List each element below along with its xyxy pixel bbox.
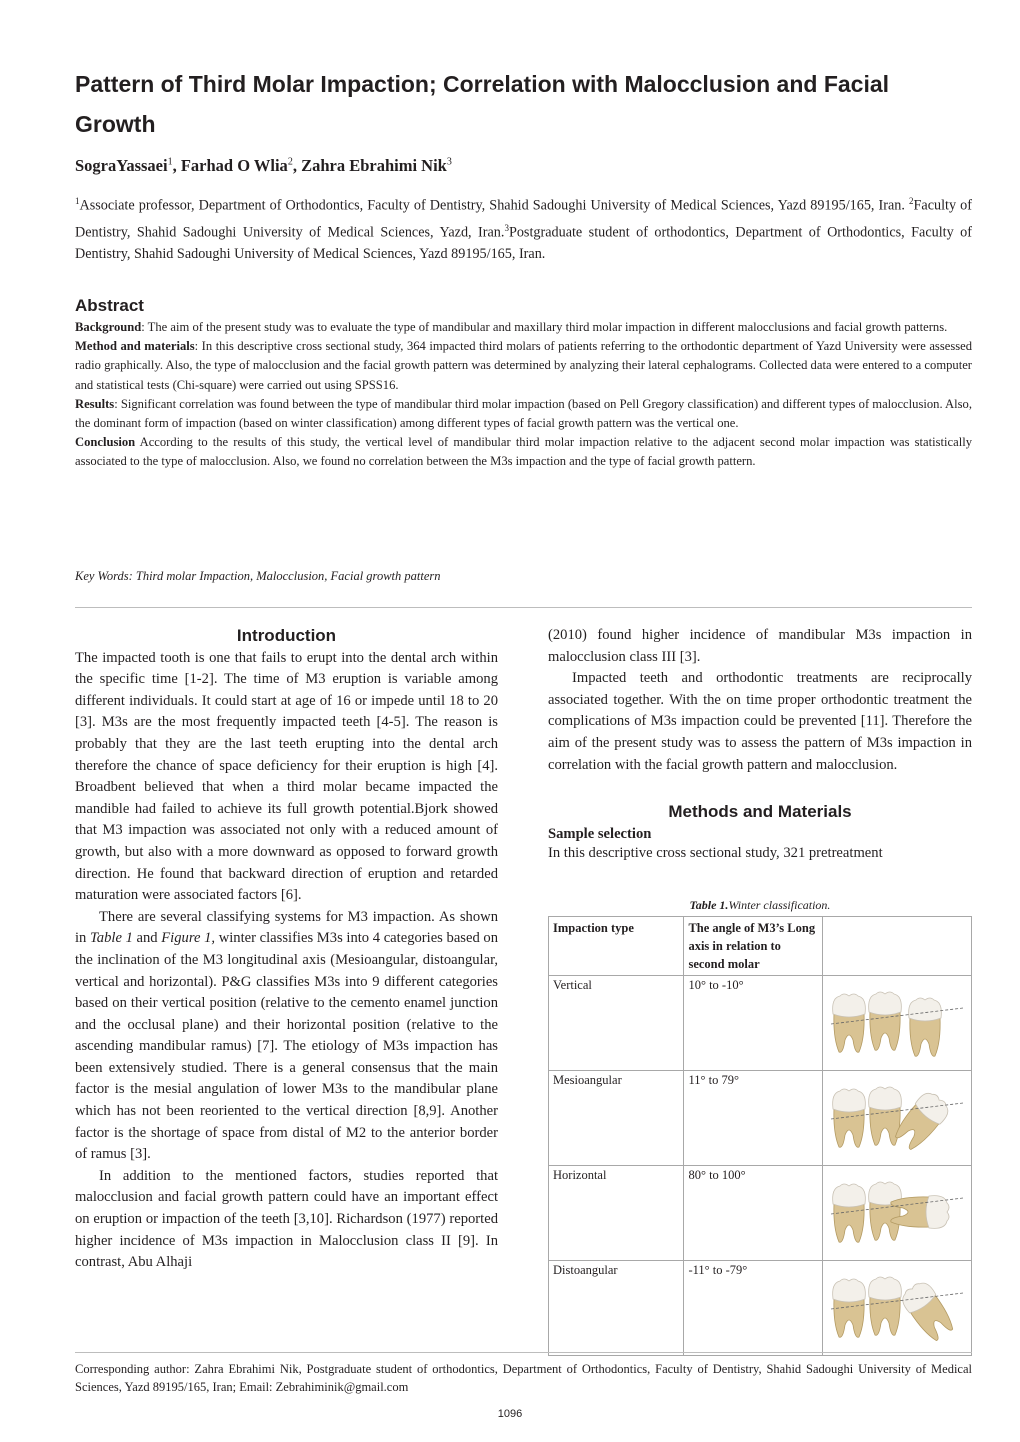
intro-paragraph-3: In addition to the mentioned factors, studies reported that malocclusion and facial growth pattern could have an important effect on eruption or impaction of the teeth [3,10]. Richardson (1977) reported higher incidence of M3s impaction in Malocclusion class II [9]. In contrast, Abu Alhaji [75,1167,498,1271]
author-affil-sup: 2 [287,156,293,168]
abstract-results [75,395,972,433]
illustration-cell [823,1166,972,1261]
vertical-impaction-illustration [827,978,967,1064]
table-row [549,1071,972,1166]
horizontal-impaction-illustration [827,1168,967,1254]
methods-heading: Methods and Materials [668,802,852,822]
abstract-label: Conclusion [75,435,136,450]
abstract-conclusion [75,433,972,471]
table-header-cell [823,917,972,976]
footer-divider [75,1352,972,1353]
corresponding-author: Corresponding author: Zahra Ebrahimi Nik, Postgraduate student of orthodontics, Department of Orthodontics, Faculty of Dentistry, Shahid Sadoughi University of Medical Sciences, Yazd 89195/165, Iran; Email: Zebrahiminik@gmail.com [75,1362,972,1394]
sample-selection-text: In this descriptive cross sectional study, 321 pretreatment [548,844,883,861]
abstract-text: : In this descriptive cross sectional study, 364 impacted third molars of patients referring to the orthodontic department of Yazd University were assessed radio graphically. Also, the type of malocclusion and the facial growth pattern was determined by analyzing their lateral cephalograms. Collected data were entered to a computer and statistical tests (Chi-square) were carried out using SPSS16. [75,339,973,392]
right-paragraph-1: (2010) found higher incidence of mandibular M3s impaction in malocclusion class III [3]. [548,627,972,665]
impaction-type-cell: Distoangular [549,1261,684,1356]
illustration-cell [823,1071,972,1166]
molar-second [869,1182,902,1240]
table-row [549,976,972,1071]
affil-text: Faculty of Dentistry, Shahid Sadoughi University of Medical Sciences, Yazd, Iran. [75,197,972,241]
molar-second [869,1277,902,1335]
text-run: and [132,930,162,947]
sample-selection-heading: Sample selection [548,825,652,842]
keywords: Key Words: Third molar Impaction, Malocclusion, Facial growth pattern [75,569,441,583]
table-header-cell: The angle of M3’s Long axis in relation to second molar [684,917,823,976]
text-run: There are several classifying systems for M3 impaction. As shown in [75,908,498,947]
author-list: SograYassaei$^1$, Farhad O Wlia$^2$, Zahra Ebrahimi Nik$^3$ [75,156,452,175]
abstract-text: : The aim of the present study was to evaluate the type of mandibular and maxillary third molar impaction in different malocclusions and facial growth patterns. [141,320,948,334]
paper-title: Pattern of Third Molar Impaction; Correlation with Malocclusion and Facial Growth [75,71,890,137]
figure-reference: Figure 1, [161,930,216,947]
intro-heading: Introduction [236,626,337,645]
angle-cell: 10° to -10° [684,976,823,1071]
winter-classification-table [548,916,972,1356]
abstract-label: Background [75,320,142,334]
affil-text: Associate professor, Department of Orthodontics, Faculty of Dentistry, Shahid Sadoughi University of Medical Sciences, Yazd 89195/165, Iran. [79,197,910,214]
table-caption-text: Winter classification. [728,898,831,912]
distoangular-impaction-illustration [827,1263,967,1349]
mesioangular-impaction-illustration [827,1073,967,1159]
author-name: Zahra Ebrahimi Nik [301,156,447,175]
abstract-label: Method and materials [75,339,195,354]
author-affil-sup: 1 [167,156,173,168]
molar-second [869,992,902,1050]
abstract-text: : Significant correlation was found between the type of mandibular third molar impaction (based on Pell Gregory classification) and different types of malocclusion. Also, the dominant form of impaction (based on winter classification) among different types of facial growth pattern was the vertical one. [75,396,972,431]
intro-paragraph-1: The impacted tooth is one that fails to erupt into the dental arch within the specific time [1-2]. The time of M3 eruption is variable among different individuals. It could start at age of 16 or impede until 18 to 20 [3]. M3s are the most frequently impacted teeth [4-5]. The reason is probably that they are the last teeth erupting into the dental arch therefore the chance of space deficiency for their eruption is high [4]. Broadbent believed that when a third molar became impacted the mandible had failed to achieve its full growth potential.Bjork showed that M3 impaction was associated not only with a reduced amount of growth, but also with a more downward as opposed to forward growth direction. He found that backward direction of eruption and retarded maturation were associated factors [6]. [75,649,498,904]
affil-text: Postgraduate student of orthodontics, Department of Orthodontics, Faculty of Dentistry, Shahid Sadoughi University of Medical Sciences, Yazd 89195/165, Iran. [75,224,972,263]
angle-cell: -11° to -79° [684,1261,823,1356]
author-name: SograYassaei [75,156,168,175]
table-header-cell: Impaction type [549,917,684,976]
affil-sup: 3 [504,222,509,233]
right-column [548,625,972,864]
author-affil-sup: 3 [446,156,452,168]
affil-sup: 1 [75,196,80,206]
abstract-text: According to the results of this study, the vertical level of mandibular third molar impaction relative to the adjacent second molar impaction was statistically associated to the type of malocclusion. Also, we found no correlation between the M3s impaction and the type of facial growth pattern. [75,435,972,469]
affiliations [75,190,972,265]
text-run: winter classifies M3s into 4 categories based on the inclination of the M3 longitudinal axis (Mesioangular, distoangular, vertical and horizontal). P&G classifies M3s into 9 different categories based on their vertical position (relative to the cemento enamel junction and the occlusal plane) and their horizontal position (relative to the ascending mandibular ramus) [7]. The etiology of M3s impaction has been extensively studied. There is a general consensus that the main factor is the mesial angulation of lower M3s to the mandibular plane which has not been reoriented to the vertical direction [8,9]. Another factor is the shortage of space from distal of M2 to the anterior border of ramus [3]. [75,930,498,1163]
abstract-heading: Abstract [75,296,144,315]
abstract-background [75,318,972,337]
table-reference: Table 1 [90,930,133,947]
impaction-type-cell: Horizontal [549,1166,684,1261]
affil-sup: 2 [909,196,914,206]
left-column [75,625,498,1274]
molar-third [909,998,942,1056]
angle-cell: 11° to 79° [684,1071,823,1166]
molar-third [898,1278,958,1344]
table-caption-label: Table 1. [689,898,729,912]
impaction-type-cell: Mesioangular [549,1071,684,1166]
angle-cell: 80° to 100° [684,1166,823,1261]
page-number: 1096 [497,1408,523,1420]
author-name: Farhad O Wlia [180,156,288,175]
table-caption [548,898,972,913]
table-header-row [549,917,972,976]
impaction-type-cell: Vertical [549,976,684,1071]
illustration-cell [823,1261,972,1356]
abstract-methods [75,337,972,395]
table-row [549,1166,972,1261]
divider [75,607,972,608]
abstract-body [75,318,972,472]
table-row [549,1261,972,1356]
intro-paragraph-2 [75,907,498,1166]
right-paragraph-2: Impacted teeth and orthodontic treatments are reciprocally associated together. With the on time proper orthodontic treatment the complications of M3s impaction could be prevented [11]. Therefore the aim of the present study was to assess the pattern of M3s impaction in correlation with the facial growth pattern and malocclusion. [548,670,972,773]
illustration-cell [823,976,972,1071]
abstract-label: Results [75,396,115,411]
